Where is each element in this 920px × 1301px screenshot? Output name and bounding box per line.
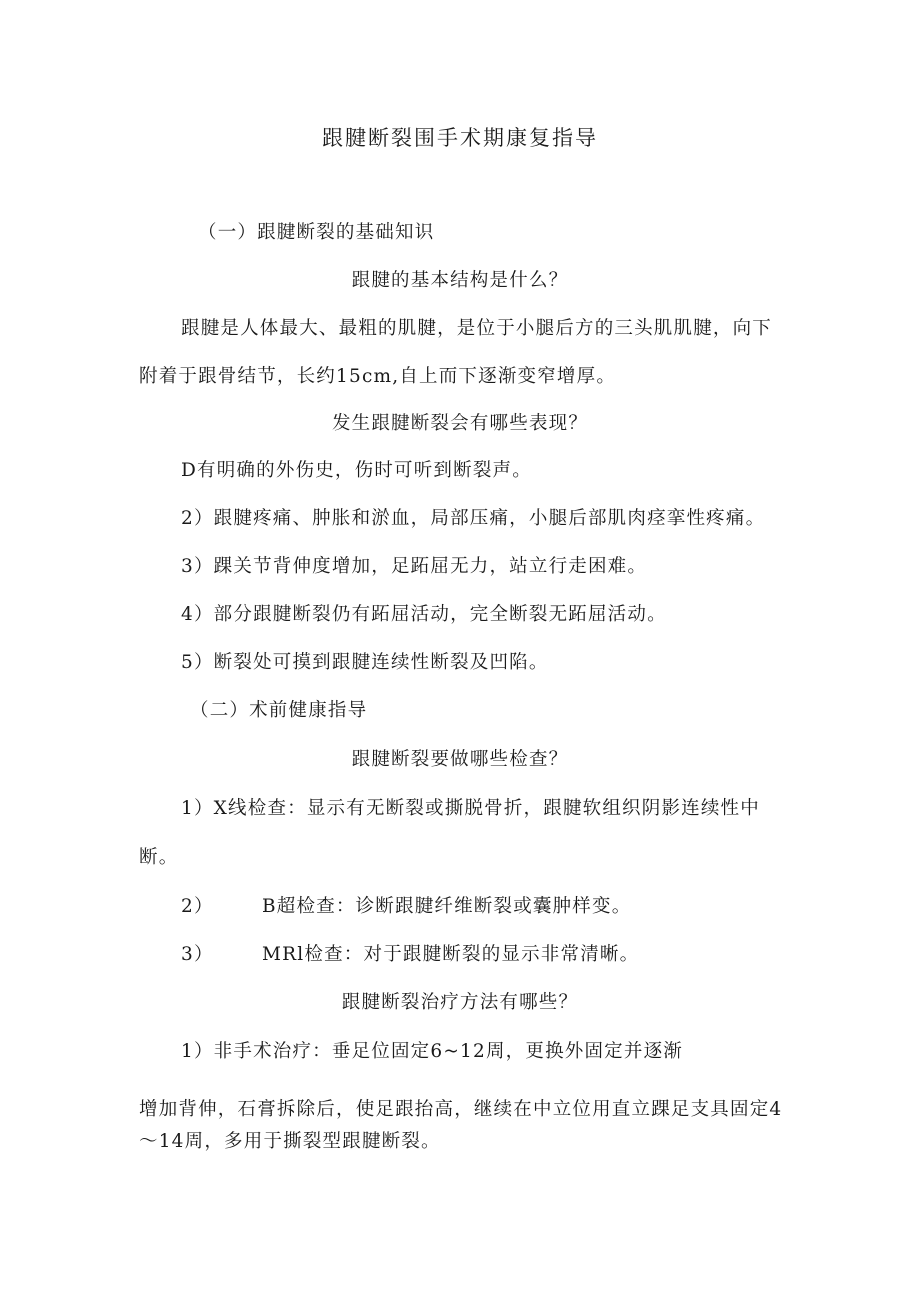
list-item: 3）踝关节背伸度增加，足跖屈无力，站立行走困难。 (181, 556, 648, 577)
paragraph-line: ～14周，多用于撕裂型跟腱断裂。 (139, 1131, 441, 1152)
paragraph-line: 增加背伸，石膏拆除后，使足跟抬高，继续在中立位用直立踝足支具固定4 (139, 1099, 783, 1120)
list-item: 1）X线检查：显示有无断裂或撕脱骨折，跟腱软组织阴影连续性中 (181, 798, 760, 819)
list-item: MRl检查：对于跟腱断裂的显示非常清晰。 (262, 944, 640, 965)
paragraph-line: 跟腱是人体最大、最粗的肌腱，是位于小腿后方的三头肌肌腱，向下 (181, 318, 773, 339)
list-item-number: 2） (181, 896, 214, 917)
question-treatment: 跟腱断裂治疗方法有哪些？ (341, 992, 579, 1013)
list-item: 5）断裂处可摸到跟腱连续性断裂及凹陷。 (181, 652, 549, 673)
question-exams: 跟腱断裂要做哪些检查？ (351, 749, 569, 770)
paragraph-line: 附着于跟骨结节，长约15cm,自上而下逐渐变窄增厚。 (139, 366, 617, 387)
list-item: 4）部分跟腱断裂仍有跖屈活动，完全断裂无跖屈活动。 (181, 604, 667, 625)
question-structure: 跟腱的基本结构是什么？ (351, 270, 569, 291)
question-symptoms: 发生跟腱断裂会有哪些表现？ (331, 413, 589, 434)
document-title: 跟腱断裂围手术期康复指导 (322, 126, 598, 150)
section-heading-preop: （二）术前健康指导 (190, 700, 368, 721)
list-item-number: 3） (181, 944, 214, 965)
paragraph-line: 断。 (139, 847, 179, 868)
list-item: D有明确的外伤史，伤时可听到断裂声。 (181, 460, 532, 481)
list-item: B超检查：诊断跟腱纤维断裂或囊肿样变。 (262, 896, 632, 917)
section-heading-basics: （一）跟腱断裂的基础知识 (198, 222, 435, 243)
list-item: 2）跟腱疼痛、肿胀和淤血，局部压痛，小腿后部肌肉痉挛性疼痛。 (181, 508, 766, 529)
list-item: 1）非手术治疗：垂足位固定6~12周，更换外固定并逐渐 (181, 1041, 683, 1062)
